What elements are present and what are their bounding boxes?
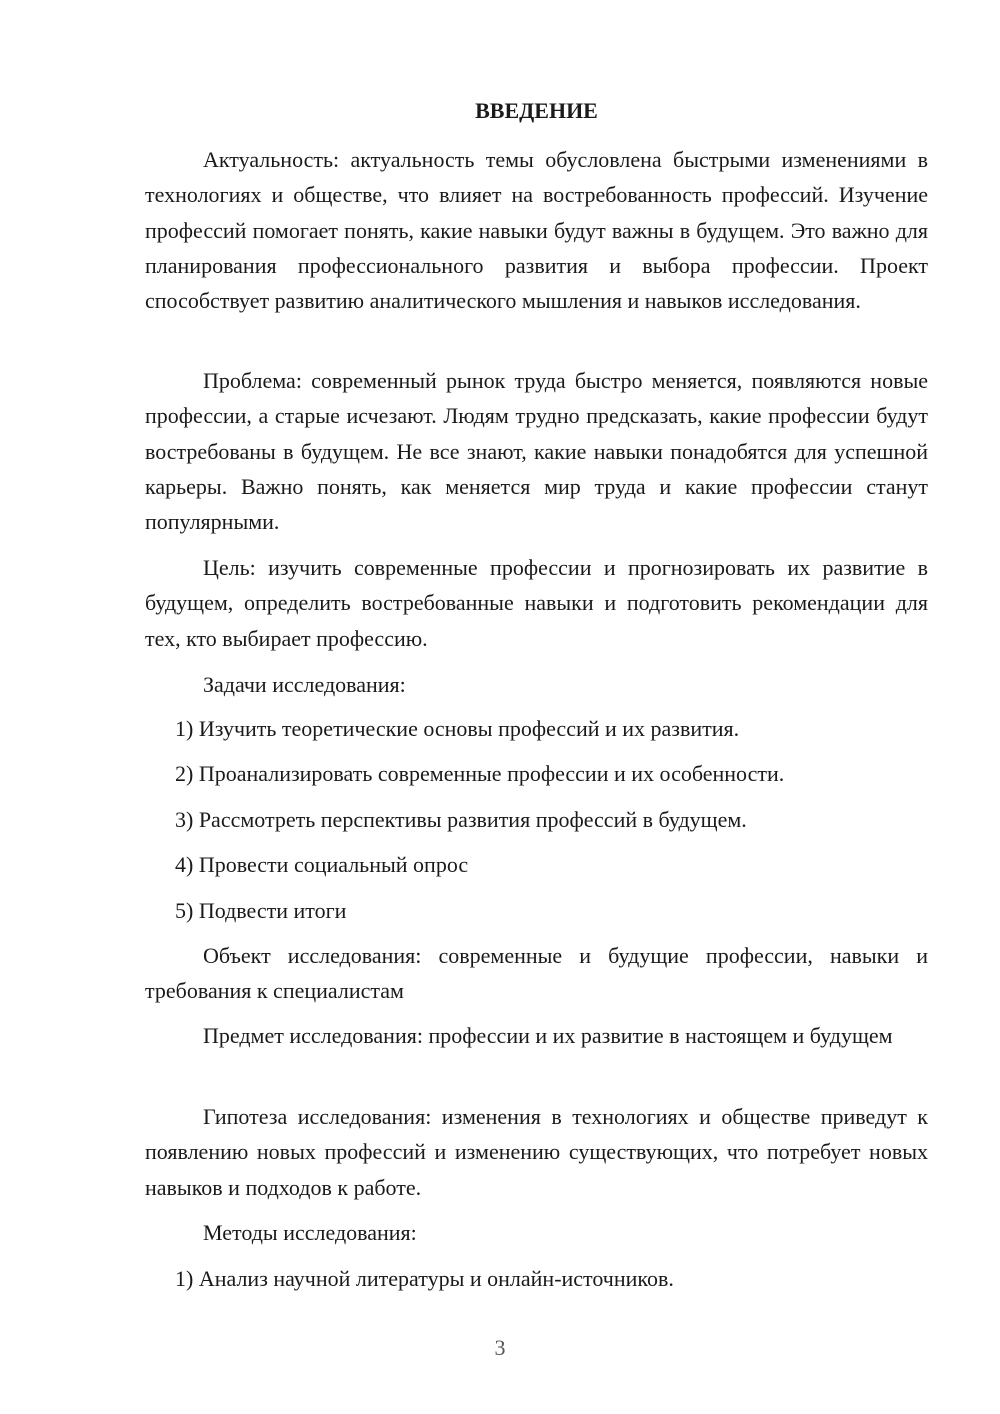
task-item-5: 5) Подвести итоги [175, 898, 347, 923]
task-item-2: 2) Проанализировать современные профессии и их особенности. [175, 761, 785, 786]
task-item-4: 4) Провести социальный опрос [175, 852, 469, 877]
subject-paragraph: Предмет исследования: профессии и их развитие в настоящем и будущем [203, 1023, 893, 1048]
methods-heading: Методы исследования: [203, 1220, 417, 1245]
task-item-1: 1) Изучить теоретические основы профессий и их развития. [175, 716, 740, 741]
problem-paragraph: Проблема: современный рынок труда быстро меняется, появляются новые профессии, а старые исчезают. Людям трудно предсказать, какие профессии будут востребованы в будущем. Не все знают, какие навыки понадобятся для успешной карьеры. Важно понять, как меняется мир труда и какие профессии станут популярными. [145, 368, 928, 535]
page-number: 3 [494, 1335, 506, 1360]
page-title: ВВЕДЕНИЕ [475, 98, 598, 123]
relevance-paragraph: Актуальность: актуальность темы обусловлена быстрыми изменениями в технологиях и обществе, что влияет на востребованность профессий. Изучение профессий помогает понять, какие навыки будут важны в будущем. Это важно для планирования профессионального развития и выбора профессии. Проект способствует развитию аналитического мышления и навыков исследования. [145, 147, 928, 314]
task-item-3: 3) Рассмотреть перспективы развития профессий в будущем. [175, 807, 747, 832]
hypothesis-paragraph: Гипотеза исследования: изменения в технологиях и обществе приведут к появлению новых профессий и изменению существующих, что потребует новых навыков и подходов к работе. [145, 1104, 928, 1200]
tasks-heading: Задачи исследования: [203, 672, 406, 697]
goal-paragraph: Цель: изучить современные профессии и прогнозировать их развитие в будущем, определить востребованные навыки и подготовить рекомендации для тех, кто выбирает профессию. [145, 555, 928, 651]
object-paragraph: Объект исследования: современные и будущие профессии, навыки и требования к специалистам [145, 943, 928, 1004]
method-item-1: 1) Анализ научной литературы и онлайн-источников. [175, 1266, 674, 1291]
